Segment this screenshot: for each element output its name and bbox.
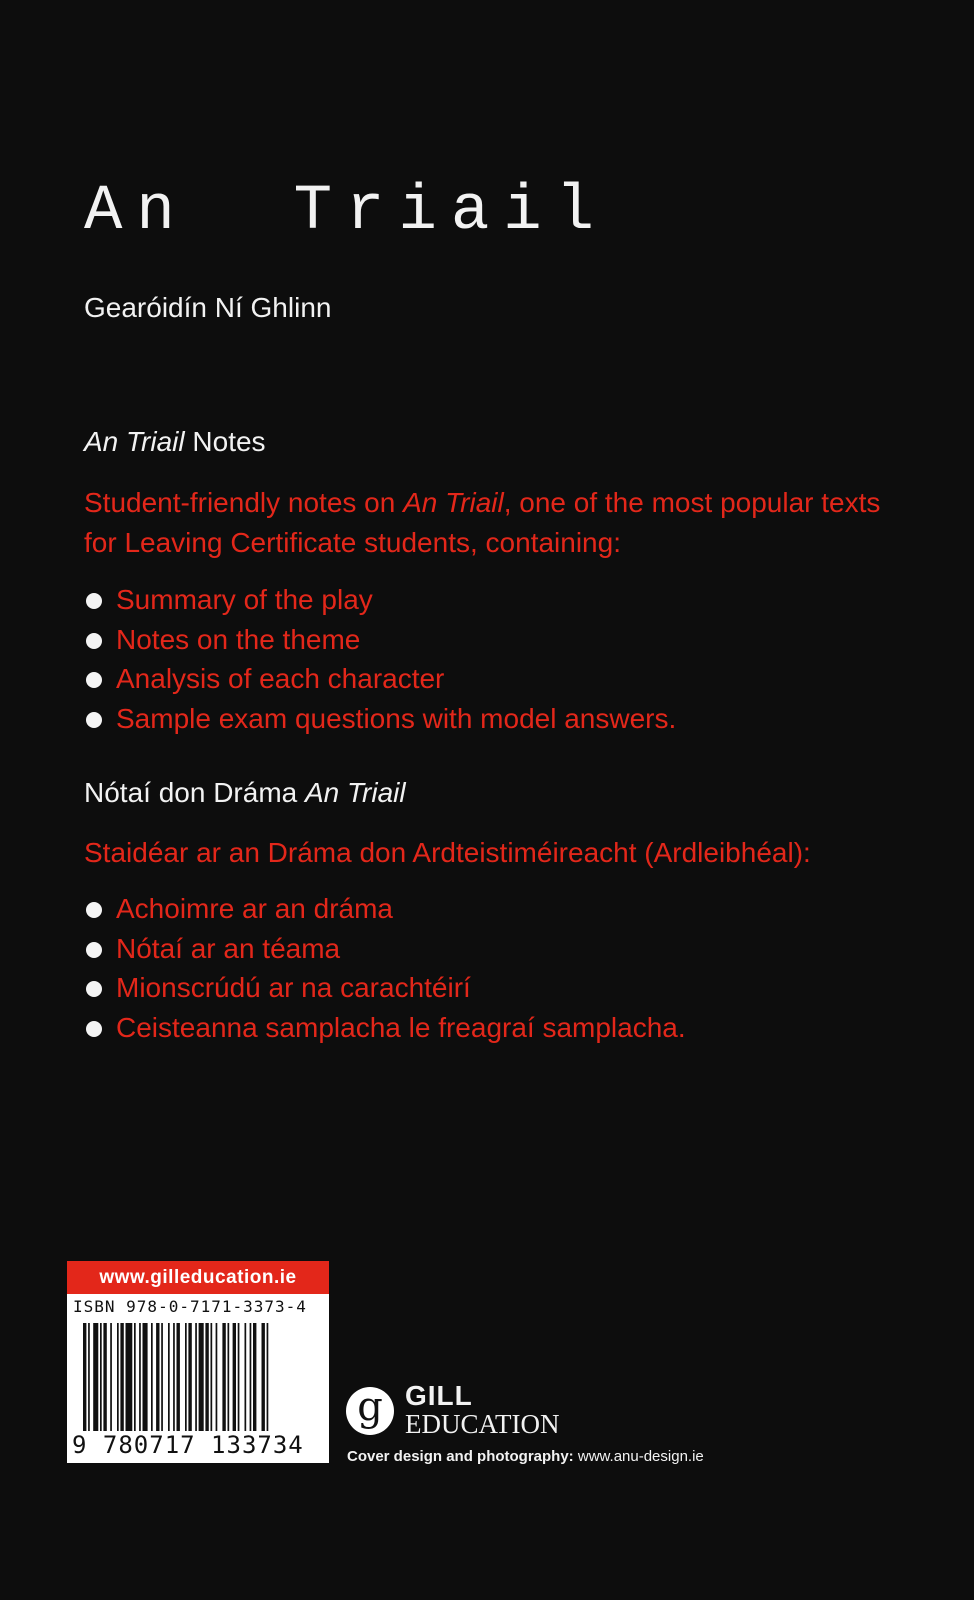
bullet-dot-icon (86, 593, 102, 609)
cover-credit (347, 1448, 704, 1465)
publisher-url: www.gilleducation.ie (67, 1261, 329, 1294)
english-intro-part1: Student-friendly notes on (84, 487, 404, 518)
bullet-dot-icon (86, 672, 102, 688)
list-item (84, 889, 686, 929)
english-intro (84, 483, 904, 563)
list-item (84, 1008, 686, 1048)
list-item (84, 929, 686, 969)
irish-section-heading (84, 777, 406, 809)
publisher-name-line1: GILL (405, 1380, 473, 1411)
english-heading-title: An Triail (84, 426, 185, 457)
bullet-dot-icon (86, 712, 102, 728)
ean-number: 9 780717 133734 (72, 1431, 304, 1459)
credit-value: www.anu-design.ie (573, 1448, 704, 1465)
book-title: An Triail (84, 176, 609, 248)
bullet-dot-icon (86, 981, 102, 997)
irish-bullet-list (84, 889, 686, 1047)
list-item-text: Analysis of each character (116, 663, 445, 694)
list-item-text: Ceisteanna samplacha le freagraí samplacha. (116, 1011, 686, 1043)
bullet-dot-icon (86, 633, 102, 649)
english-bullet-list (84, 580, 676, 738)
irish-heading-title: An Triail (305, 777, 406, 808)
list-item-text: Mionscrúdú ar na carachtéirí (116, 972, 471, 1003)
barcode-block (67, 1261, 329, 1463)
irish-heading-prefix: Nótaí don Dráma (84, 777, 305, 808)
bullet-dot-icon (86, 1021, 102, 1037)
irish-intro: Staidéar ar an Dráma don Ardteistiméireacht (Ardleibhéal): (84, 837, 811, 868)
bullet-dot-icon (86, 902, 102, 918)
author-name: Gearóidín Ní Ghlinn (84, 292, 332, 323)
english-heading-suffix: Notes (184, 426, 266, 457)
list-item-text: Notes on the theme (116, 623, 361, 655)
list-item (84, 699, 676, 739)
english-section-heading (84, 426, 266, 458)
credit-label: Cover design and photography: (347, 1448, 574, 1465)
barcode-bars-icon (83, 1323, 313, 1431)
list-item-text: Nótaí ar an téama (116, 932, 341, 964)
list-item (84, 620, 676, 660)
english-intro-part2: , one of the most popular texts for Leaving Certificate students, containing: (84, 487, 881, 558)
list-item-text: Sample exam questions with model answers. (116, 702, 677, 734)
publisher-name-line2: EDUCATION (405, 1409, 560, 1439)
list-item (84, 580, 676, 620)
bullet-dot-icon (86, 942, 102, 958)
list-item-text: Achoimre ar an dráma (116, 893, 394, 924)
isbn-label: ISBN 978-0-7171-3373-4 (73, 1297, 307, 1316)
logo-letter: g (357, 1384, 383, 1430)
list-item (84, 659, 676, 699)
list-item (84, 968, 686, 1008)
gill-logo-icon (346, 1384, 394, 1435)
list-item-text: Summary of the play (116, 584, 373, 615)
english-intro-title: An Triail (403, 487, 504, 518)
